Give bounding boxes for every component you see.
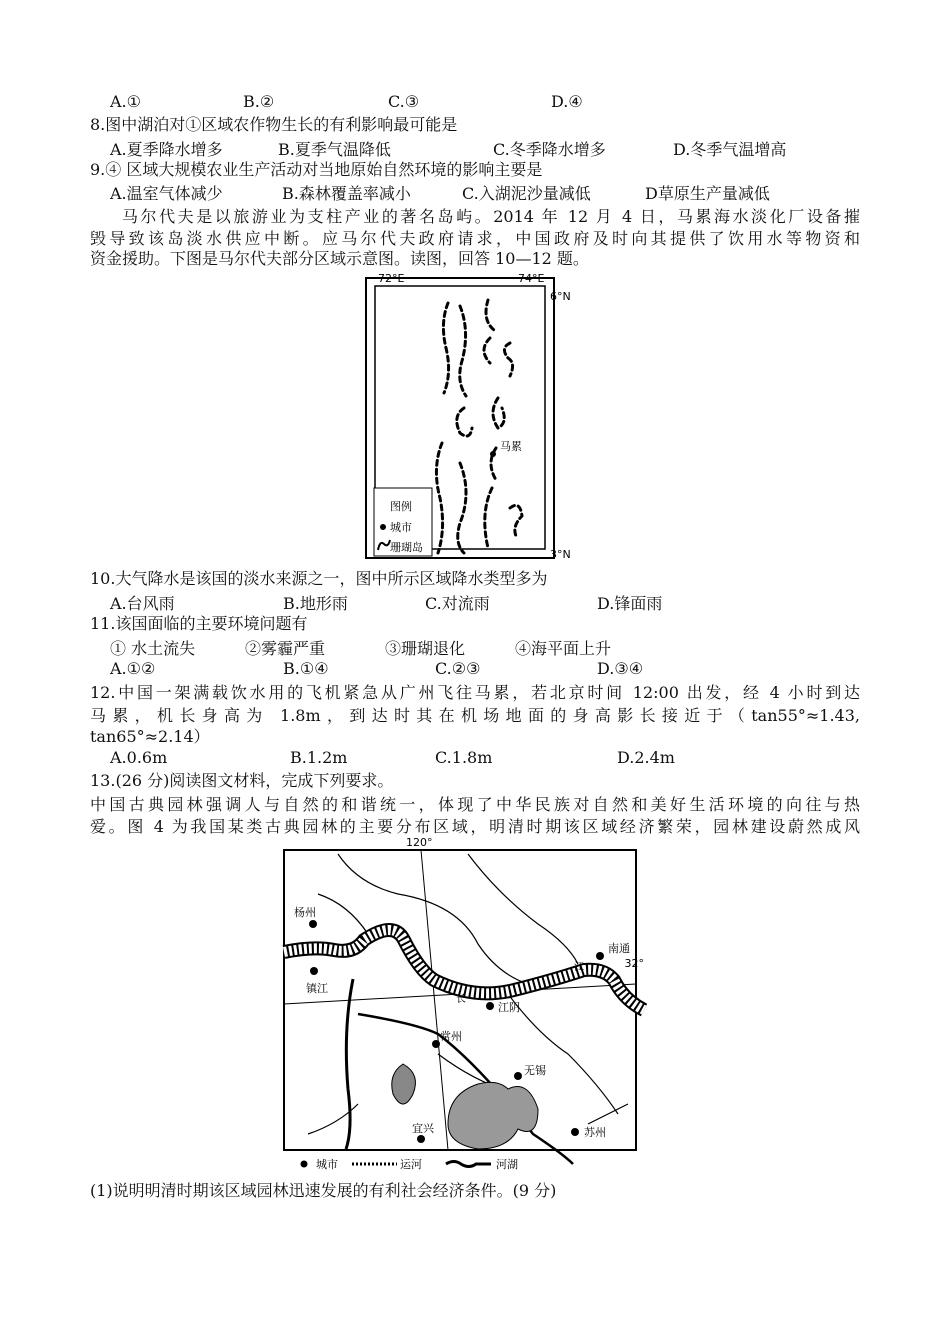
q11-option-c: C.②③ — [435, 659, 481, 678]
city-changzhou-label: 常州 — [440, 1030, 462, 1043]
q8-option-d: D.冬季气温增高 — [673, 140, 787, 159]
q7-option-d: D.④ — [551, 92, 583, 111]
city-jiangyin-label: 江阴 — [498, 1001, 520, 1014]
legend-lake-icon — [446, 1162, 491, 1167]
map2-legend-lake: 河湖 — [496, 1158, 518, 1171]
q11-item-4: ④海平面上升 — [515, 639, 612, 658]
city-zhenjiang-label: 镇江 — [306, 982, 328, 995]
q10-option-a: A.台风雨 — [110, 594, 175, 613]
city-nantong-dot — [596, 952, 604, 960]
map1-lat-bottom: 3°N — [550, 548, 571, 561]
q7-option-b: B.② — [243, 92, 275, 111]
q8-option-b: B.夏季气温降低 — [278, 140, 391, 159]
city-wuxi-label: 无锡 — [524, 1064, 546, 1077]
q10-option-c: C.对流雨 — [425, 594, 490, 613]
q7-option-c: C.③ — [388, 92, 420, 111]
map1-legend-title: 图例 — [390, 500, 412, 513]
q9-option-a: A.温室气体减少 — [110, 184, 223, 203]
city-suzhou-dot — [571, 1128, 579, 1136]
q11-item-1: ① 水土流失 — [110, 639, 196, 658]
q13-para-line2: 爱。图 4 为我国某类古典园林的主要分布区域，明清时期该区域经济繁荣，园林建设蔚然成风 — [90, 817, 860, 836]
q11-stem: 11.该国面临的主要环境问题有 — [90, 614, 308, 633]
q9-option-c: C.入湖泥沙量减低 — [462, 184, 591, 203]
q11-item-2: ②雾霾严重 — [245, 639, 326, 658]
city-yangzhou-label: 杨州 — [294, 906, 316, 919]
q13-sub1: (1)说明明清时期该区域园林迅速发展的有利社会经济条件。(9 分) — [90, 1181, 557, 1200]
q10-option-d: D.锋面雨 — [597, 594, 663, 613]
q12-option-b: B.1.2m — [290, 748, 348, 767]
q9-option-d: D草原生产量减低 — [645, 184, 770, 203]
passage1-line2: 毁导致该岛淡水供应中断。应马尔代夫政府请求，中国政府及时向其提供了饮用水等物资和 — [90, 229, 860, 248]
map1-lat-top: 6°N — [550, 290, 571, 303]
map2-lat: 32° — [624, 957, 644, 970]
q8-option-a: A.夏季降水增多 — [110, 140, 223, 159]
map1-lon-left: 72°E — [378, 272, 405, 285]
q11-item-3: ③珊瑚退化 — [385, 639, 466, 658]
city-nantong-label: 南通 — [608, 942, 630, 955]
q7-option-a: A.① — [110, 92, 141, 111]
map1-city-male: 马累 — [500, 440, 522, 453]
legend-city-icon — [380, 524, 386, 530]
q12-option-d: D.2.4m — [617, 748, 675, 767]
q12-line2: 马累，机长身高为 1.8m，到达时其在机场地面的身高影长接近于（tan55°≈1.43, — [90, 706, 860, 725]
q13-stem: 13.(26 分)阅读图文材料，完成下列要求。 — [90, 771, 394, 790]
q13-para-line1: 中国古典园林强调人与自然的和谐统一，体现了中华民族对自然和美好生活环境的向往与热 — [90, 795, 860, 814]
city-yixing-dot — [417, 1135, 425, 1143]
passage1-line1: 马尔代夫是以旅游业为支柱产业的著名岛屿。2014 年 12 月 4 日，马累海水淡化厂设备摧 — [122, 207, 860, 226]
q12-line3: tan65°≈2.14） — [90, 727, 210, 746]
city-changzhou-dot — [432, 1040, 440, 1048]
passage1-line3: 资金援助。下图是马尔代夫部分区域示意图。读图，回答 10—12 题。 — [90, 249, 589, 268]
jiangnan-map — [278, 834, 648, 1178]
maldives-map — [360, 268, 575, 564]
q10-stem: 10.大气降水是该国的淡水来源之一，图中所示区域降水类型多为 — [90, 569, 548, 588]
map2-lon: 120° — [406, 836, 433, 849]
map2-legend-canal: 运河 — [400, 1158, 422, 1171]
city-suzhou-label: 苏州 — [584, 1126, 606, 1139]
map1-legend-island: 珊瑚岛 — [390, 541, 423, 554]
male-city-dot — [490, 451, 496, 457]
map1-lon-right: 74°E — [518, 272, 545, 285]
city-yixing-label: 宜兴 — [412, 1122, 434, 1135]
city-wuxi-dot — [514, 1072, 522, 1080]
map1-legend-city: 城市 — [390, 521, 412, 534]
q11-option-d: D.③④ — [597, 659, 644, 678]
q8-option-c: C.冬季降水增多 — [493, 140, 606, 159]
q9-option-b: B.森林覆盖率减小 — [282, 184, 411, 203]
q12-option-c: C.1.8m — [435, 748, 493, 767]
q11-option-a: A.①② — [110, 659, 156, 678]
river-char-chang: 长 — [456, 994, 466, 1005]
legend-city-icon — [301, 1161, 308, 1168]
q12-line1: 12.中国一架满载饮水用的飞机紧急从广州飞往马累，若北京时间 12:00 出发，经 4 小时到达 — [90, 683, 860, 702]
q8-stem: 8.图中湖泊对①区域农作物生长的有利影响最可能是 — [90, 115, 458, 134]
river-char-jiang: 江 — [574, 962, 584, 973]
q10-option-b: B.地形雨 — [283, 594, 348, 613]
city-jiangyin-dot — [486, 1002, 494, 1010]
q9-stem: 9.④ 区域大规模农业生产活动对当地原始自然环境的影响主要是 — [90, 160, 543, 179]
q12-option-a: A.0.6m — [110, 748, 168, 767]
map2-legend-city: 城市 — [316, 1158, 338, 1171]
q11-option-b: B.①④ — [283, 659, 329, 678]
city-yangzhou-dot — [309, 920, 317, 928]
city-zhenjiang-dot — [310, 967, 318, 975]
